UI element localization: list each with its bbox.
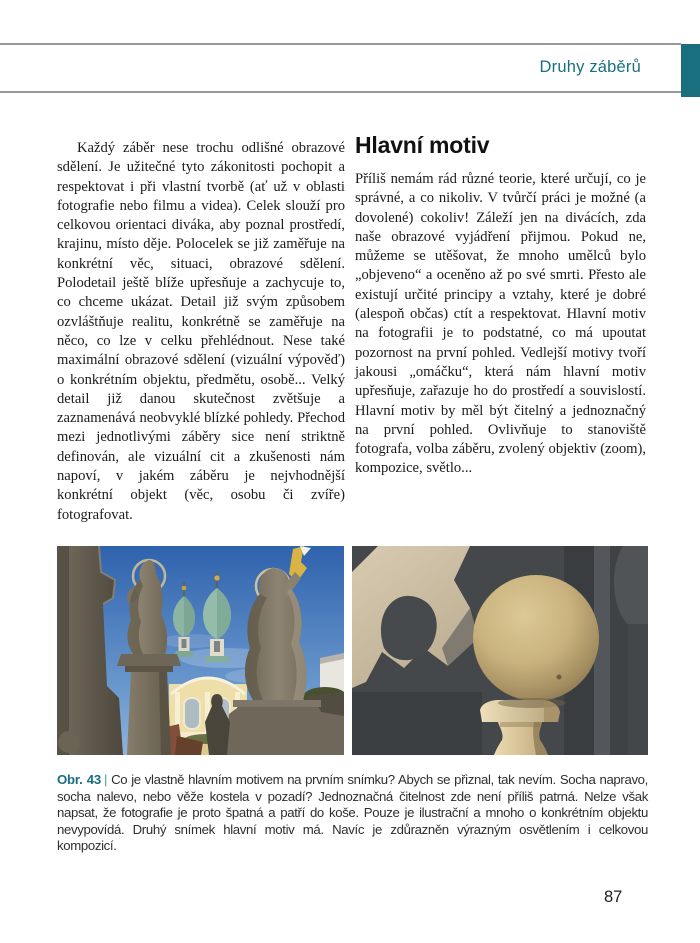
- caption-separator: |: [104, 772, 108, 787]
- page-header-title: Druhy záběrů: [539, 58, 641, 76]
- page-number: 87: [604, 888, 623, 906]
- left-column-paragraph: Každý záběr nese trochu odlišné obrazové sdělení. Je užitečné tyto zákonitosti pochopit a respektovat i při vlastní tvorbě (ať už v oblasti fotografie nebo filmu a videa). Celek slouží pro celkovou orientaci diváka, aby poznal prostředí, krajinu, místo děje. Polocelek se již zaměřuje na konkrétní věc, situaci, obrazové sdělení. Polodetail ještě blíže upřesňuje a zachycuje to, co chceme ukázat. Detail již svým způsobem ozvláštňuje realitu, konkrétně se zaměřuje na něco, co lze v celku přehlédnout. Nese také maximální obrazové sdělení (vizuální výpověď) o konkrétním objektu, předmětu, osobě... Velký detail již danou skutečnost zvětšuje a zaznamenává neobvyklé blízké pohledy. Přechod mezi jednotlivými záběry sice není striktně definován, ale vizuální cit a zkušenosti nám napoví, v jakém záběru je nejvhodnější konkrétní objekt (věc, osobu či zvíře) fotografovat.: [57, 140, 345, 523]
- caption-text: Co je vlastně hlavním motivem na prvním snímku? Abych se přiznal, tak nevím. Socha napravo, socha nalevo, nebo věže kostela v pozadí? Jednoznačná čitelnost zde není příliš patrná. Nelze však napsat, že fotografie je proto špatná a patří do koše. Pouze je ilustrační a mnoho o konkrétním objektu nevypovídá. Druhý snímek hlavní motiv má. Navíc je zdůrazněn výrazným osvětlením i celkovou kompozicí.: [57, 772, 648, 854]
- figure-photo-sphere: [352, 546, 648, 755]
- right-text-column: [355, 132, 646, 479]
- right-column-paragraph: Příliš nemám rád různé teorie, které určují, co je správné, a co nikoliv. V tvůrčí práci je možné (a dovolené) cokoliv! Záleží jen na divácích, zda naše obrazové vyjádření přijmou. Pokud ne, můžeme se utěšovat, že mnoho umělců bylo „objeveno“ a oceněno až po své smrti. Přesto ale existují určité principy a vztahy, které je dobré (alespoň občas) ctít a respektovat. Hlavní motiv na fotografii je to podstatné, co má upoutat pozornost na první pohled. Vedlejší motivy tvoří jakousi „omáčku“, která nám hlavní motiv upřesňuje, zařazuje ho do prostředí a souvislostí. Hlavní motiv by měl být čitelný a jednoznačný na první pohled. Ovlivňuje to stanoviště fotografa, volba záběru, zvolený objektiv (zoom), kompozice, světlo...: [355, 171, 646, 477]
- header-rule-bottom: [0, 91, 681, 93]
- header-accent-block: [681, 44, 700, 97]
- caption-label: Obr. 43: [57, 772, 101, 787]
- figure-caption: [57, 772, 648, 855]
- section-heading: Hlavní motiv: [355, 132, 490, 158]
- figure-photo-statues: [57, 546, 344, 755]
- left-text-column: [57, 139, 345, 525]
